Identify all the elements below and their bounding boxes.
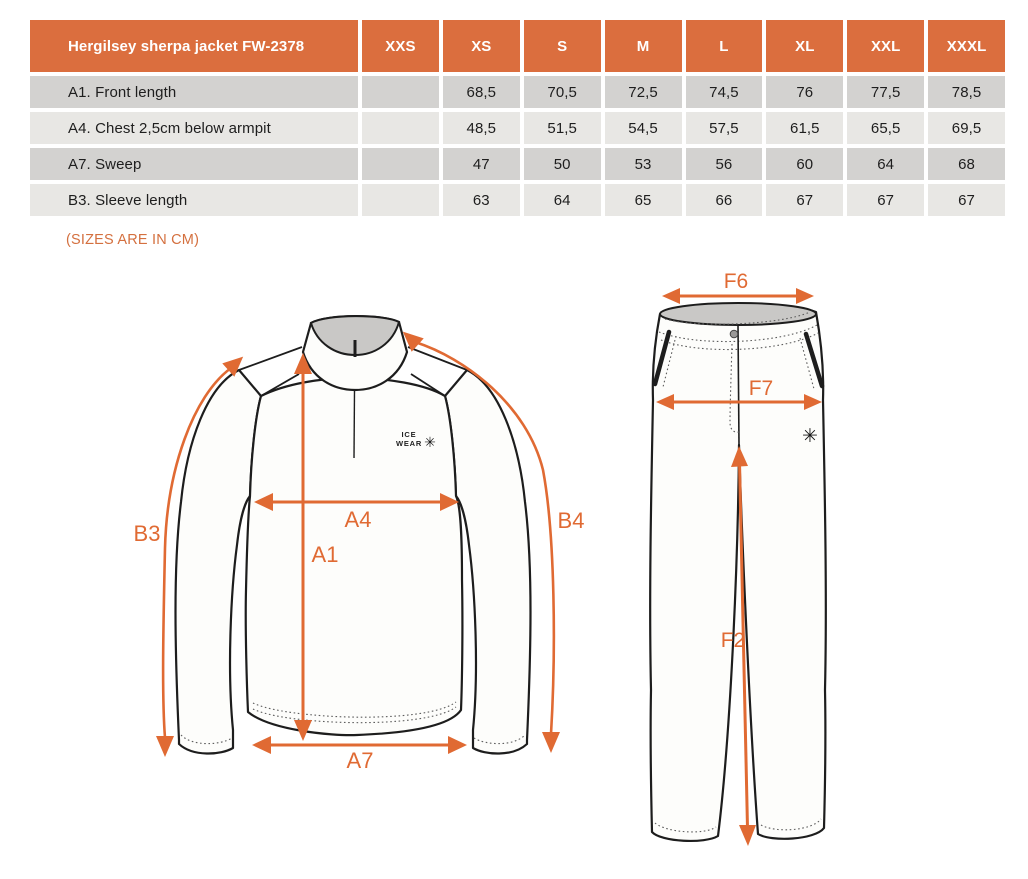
table-cell: 64	[524, 184, 601, 216]
table-cell: 54,5	[605, 112, 682, 144]
pants-center-seam	[738, 325, 739, 445]
table-cell: 61,5	[766, 112, 843, 144]
measure-label-a1: A1	[311, 542, 339, 567]
measure-label-f6: F6	[723, 270, 749, 293]
snowflake-icon: ✳	[802, 425, 818, 447]
row-label-sleeve-length: B3. Sleeve length	[30, 184, 358, 216]
table-cell	[362, 76, 439, 108]
table-cell: 48,5	[443, 112, 520, 144]
size-header-xl: XL	[766, 20, 843, 72]
jacket-zipper-line	[354, 390, 355, 458]
table-title: Hergilsey sherpa jacket FW-2378	[30, 20, 358, 72]
measure-arrow-a7	[252, 736, 467, 773]
table-cell: 77,5	[847, 76, 924, 108]
table-cell: 70,5	[524, 76, 601, 108]
table-cell: 60	[766, 148, 843, 180]
size-chart-table	[30, 20, 1005, 216]
table-cell: 63	[443, 184, 520, 216]
measure-label-b4: B4	[557, 508, 585, 533]
size-header-xxl: XXL	[847, 20, 924, 72]
units-note: (SIZES ARE IN CM)	[66, 232, 200, 248]
table-cell	[362, 112, 439, 144]
table-cell: 53	[605, 148, 682, 180]
pants-button	[730, 330, 738, 338]
measure-label-a7: A7	[346, 748, 374, 773]
size-header-xs: XS	[443, 20, 520, 72]
table-cell: 67	[766, 184, 843, 216]
brand-logo-line2: WEAR	[395, 439, 423, 448]
brand-logo-line1: ICE	[401, 430, 417, 439]
measure-label-f2: F2	[720, 629, 746, 652]
table-cell	[362, 148, 439, 180]
size-header-xxxl: XXXL	[928, 20, 1005, 72]
table-cell: 47	[443, 148, 520, 180]
table-cell: 67	[928, 184, 1005, 216]
row-label-front-length: A1. Front length	[30, 76, 358, 108]
table-cell: 65	[605, 184, 682, 216]
pants-diagram	[635, 270, 855, 875]
table-cell: 67	[847, 184, 924, 216]
table-cell: 68	[928, 148, 1005, 180]
size-header-xxs: XXS	[362, 20, 439, 72]
table-cell: 66	[686, 184, 763, 216]
snowflake-icon: ✳	[424, 435, 436, 451]
measure-label-f7: F7	[748, 377, 774, 400]
pants-waist-opening	[660, 303, 816, 325]
jacket-diagram	[95, 290, 595, 810]
measure-label-a4: A4	[344, 507, 372, 532]
size-header-s: S	[524, 20, 601, 72]
size-header-m: M	[605, 20, 682, 72]
table-cell	[362, 184, 439, 216]
table-cell: 57,5	[686, 112, 763, 144]
measure-arrow-f6	[662, 270, 814, 304]
table-cell: 78,5	[928, 76, 1005, 108]
table-cell: 56	[686, 148, 763, 180]
table-cell: 72,5	[605, 76, 682, 108]
table-cell: 69,5	[928, 112, 1005, 144]
table-cell: 64	[847, 148, 924, 180]
row-label-sweep: A7. Sweep	[30, 148, 358, 180]
row-label-chest: A4. Chest 2,5cm below armpit	[30, 112, 358, 144]
measure-label-b3: B3	[133, 521, 161, 546]
size-header-l: L	[686, 20, 763, 72]
table-cell: 68,5	[443, 76, 520, 108]
table-cell: 76	[766, 76, 843, 108]
table-cell: 50	[524, 148, 601, 180]
table-cell: 65,5	[847, 112, 924, 144]
table-cell: 74,5	[686, 76, 763, 108]
table-cell: 51,5	[524, 112, 601, 144]
